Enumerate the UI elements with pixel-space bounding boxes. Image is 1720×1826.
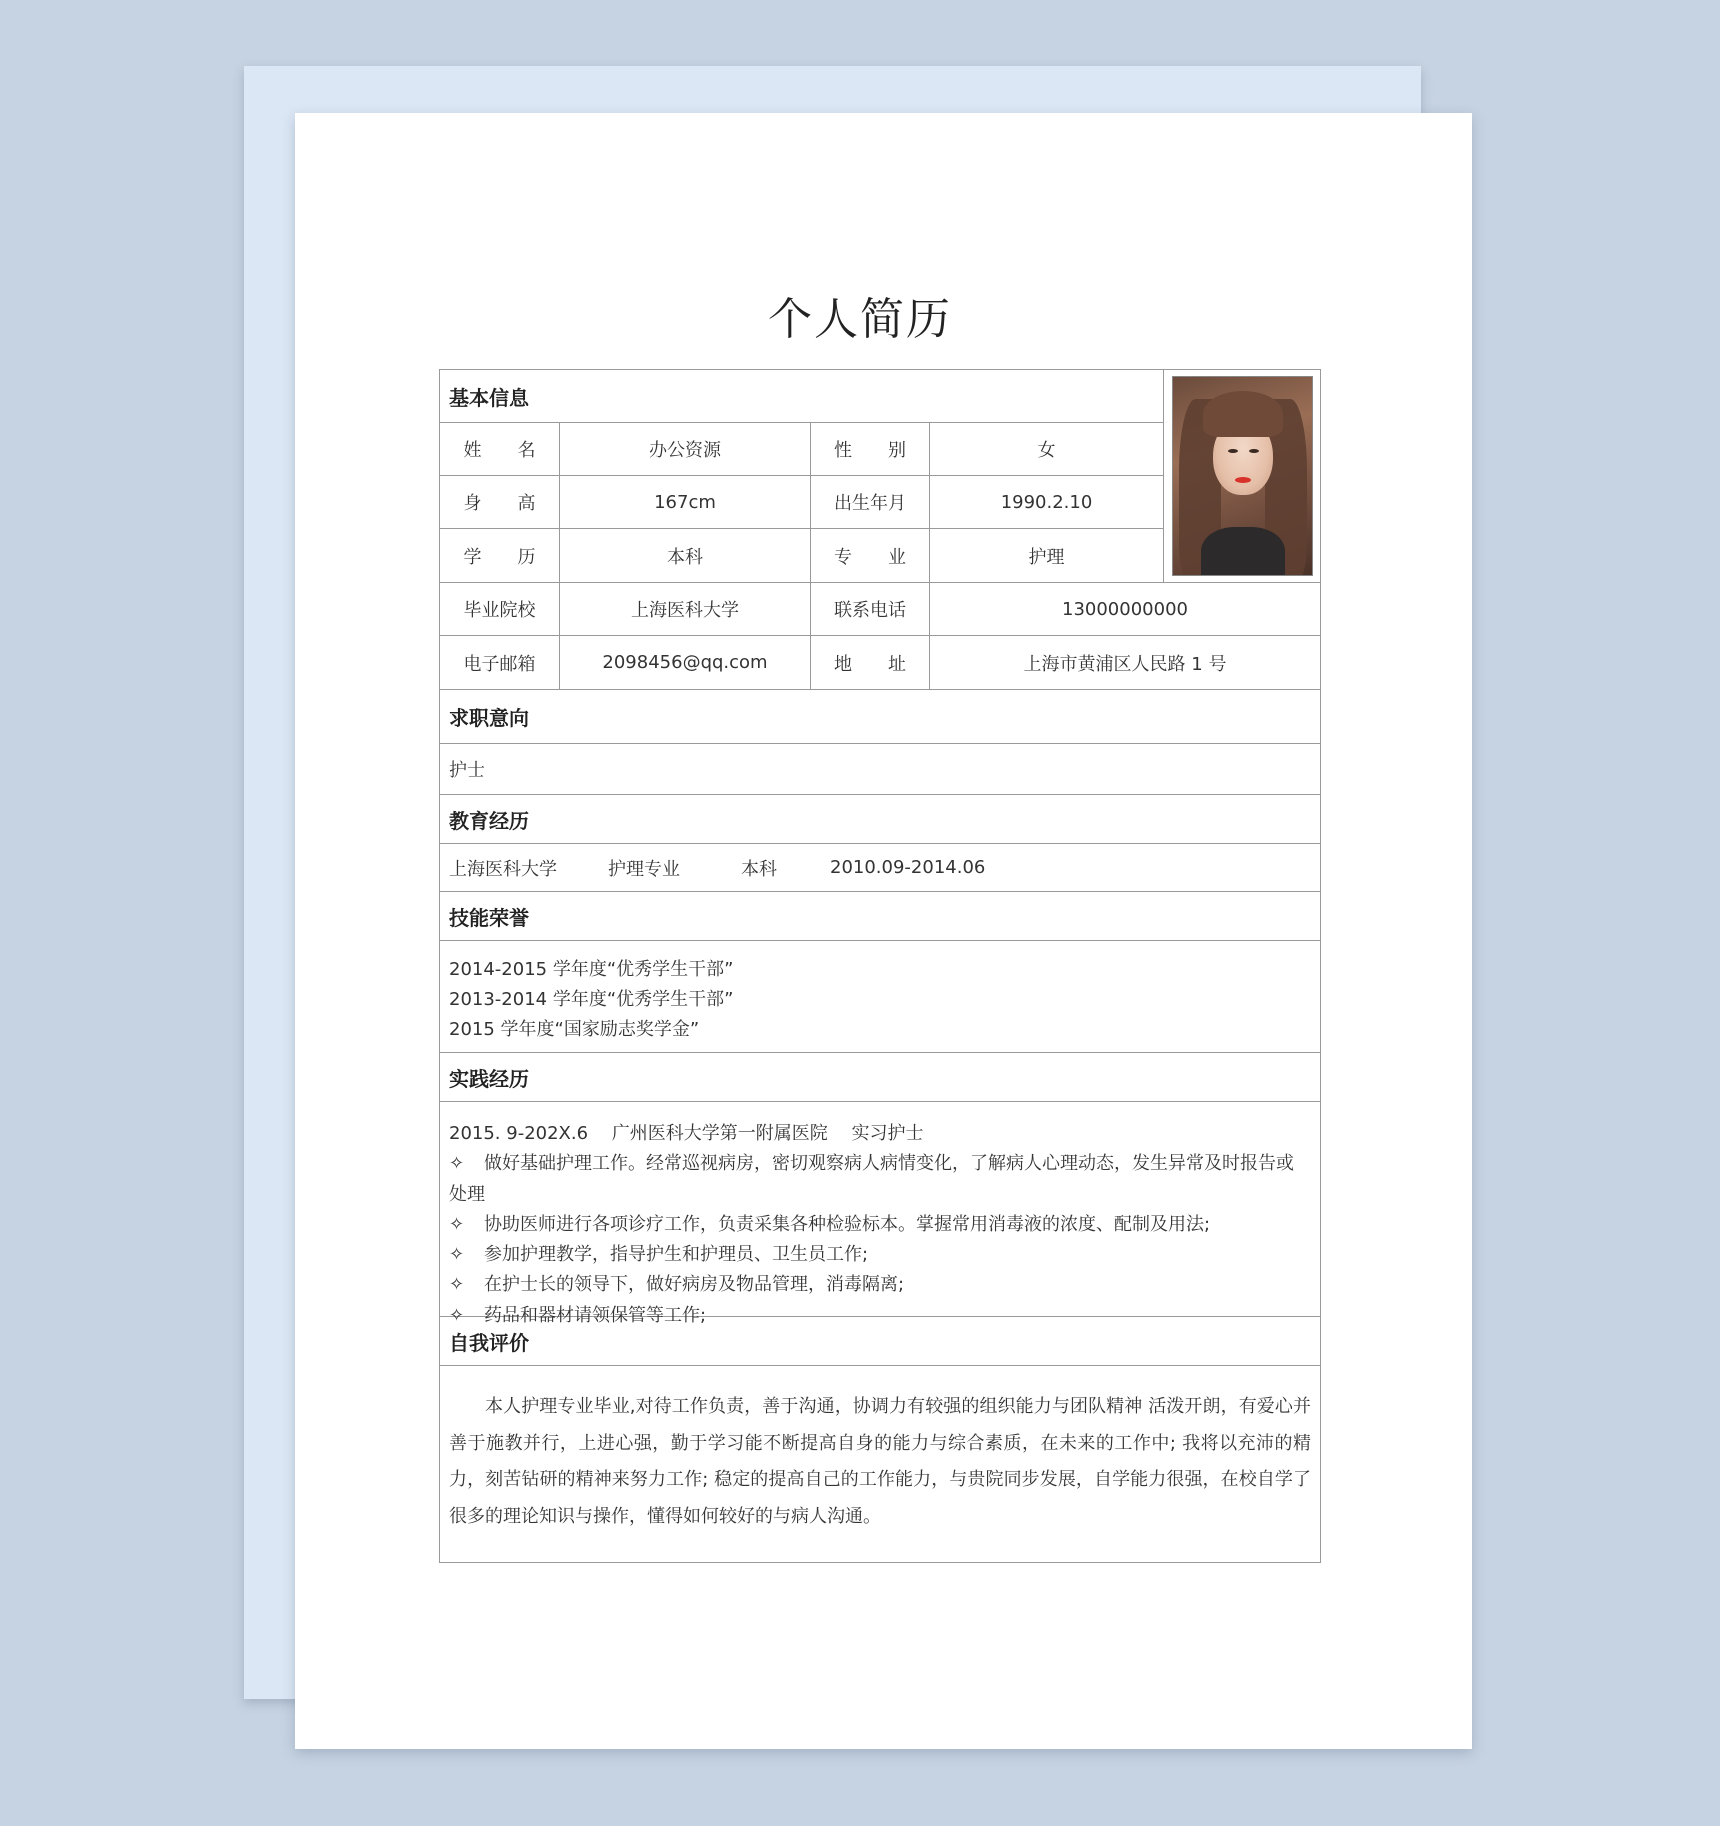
address-value: 上海市黄浦区人民路 1 号 <box>1023 653 1227 675</box>
name-value: 办公资源 <box>560 423 811 475</box>
diamond-bullet-icon: ✧ <box>449 1153 465 1175</box>
height-value: 167cm <box>560 476 811 528</box>
basic-info-block <box>440 370 1320 583</box>
skill-item: 2013-2014 学年度“优秀学生干部” <box>449 989 734 1010</box>
diamond-bullet-icon: ✧ <box>449 1213 465 1235</box>
section-basic-info: 基本信息 <box>440 370 1163 423</box>
practice-header: 2015. 9-202X.6 广州医科大学第一附属医院 实习护士 <box>449 1123 924 1144</box>
school-label: 毕业院校 <box>440 583 560 635</box>
row-school-phone <box>440 583 1320 636</box>
practice-item: ✧ 参加护理教学，指导护生和护理员、卫生员工作; <box>449 1240 1311 1270</box>
section-self-evaluation: 自我评价 <box>440 1317 1320 1366</box>
degree-label: 学 历 <box>440 529 560 582</box>
major-label: 专 业 <box>811 529 930 582</box>
gender-label: 性 别 <box>811 423 930 475</box>
diamond-bullet-icon: ✧ <box>449 1244 465 1266</box>
row-email-address <box>440 636 1320 690</box>
gender-value: 女 <box>1037 440 1056 461</box>
degree-value: 本科 <box>560 529 811 582</box>
page-title: 个人简历 <box>768 294 952 345</box>
education-major: 护理专业 <box>608 858 680 880</box>
education-period: 2010.09-2014.06 <box>830 857 986 878</box>
section-job-intent: 求职意向 <box>440 690 1320 744</box>
section-practice: 实践经历 <box>440 1053 1320 1102</box>
section-education: 教育经历 <box>440 795 1320 844</box>
job-intent-value: 护士 <box>440 744 1320 795</box>
diamond-bullet-icon: ✧ <box>449 1274 465 1296</box>
photo-cell <box>1164 370 1320 582</box>
school-value: 上海医科大学 <box>560 583 811 635</box>
phone-value: 13000000000 <box>1062 598 1188 620</box>
profile-photo <box>1172 376 1313 576</box>
skill-item: 2014-2015 学年度“优秀学生干部” <box>449 959 734 980</box>
practice-item: ✧ 在护士长的领导下，做好病房及物品管理，消毒隔离; <box>449 1270 1311 1300</box>
row-name-gender <box>440 423 1163 476</box>
row-degree-major <box>440 529 1163 582</box>
skill-item: 2015 学年度“国家励志奖学金” <box>449 1019 700 1040</box>
practice-item: ✧ 协助医师进行各项诊疗工作，负责采集各种检验标本。掌握常用消毒液的浓度、配制及用法; <box>449 1210 1311 1240</box>
practice-item: ✧ 做好基础护理工作。经常巡视病房，密切观察病人病情变化，了解病人心理动态，发生异常及时报告或处理 <box>449 1149 1311 1210</box>
diamond-bullet-icon: ✧ <box>449 1304 465 1326</box>
height-label: 身 高 <box>440 476 560 528</box>
birth-value: 1990.2.10 <box>1000 491 1093 513</box>
practice-item: ✧ 药品和器材请领保管等工作; <box>449 1301 1311 1331</box>
skills-list <box>440 941 1320 1053</box>
self-evaluation-text: 本人护理专业毕业,对待工作负责，善于沟通，协调力有较强的组织能力与团队精神 活泼开朗，有爱心并善于施教并行，上进心强，勤于学习能不断提高自身的能力与综合素质，在未来的工作中; 我将以充沛的精力，刻苦钻研的精神来努力工作; 稳定的提高自己的工作能力，与贵院同步发展，自学能力很强，在校自学了很多的理论知识与操作，懂得如何较好的与病人沟通。 <box>449 1396 1311 1527</box>
section-skills-honors: 技能荣誉 <box>440 892 1320 941</box>
address-label: 地 址 <box>811 636 930 689</box>
email-label: 电子邮箱 <box>440 636 560 689</box>
education-school: 上海医科大学 <box>449 858 557 880</box>
resume-table <box>439 369 1321 1563</box>
birth-label: 出生年月 <box>811 476 930 528</box>
major-value: 护理 <box>1028 546 1065 568</box>
phone-label: 联系电话 <box>811 583 930 635</box>
education-entry <box>440 844 1320 892</box>
name-label: 姓 名 <box>440 423 560 475</box>
practice-list <box>440 1102 1320 1326</box>
education-degree: 本科 <box>741 858 777 880</box>
row-height-birth <box>440 476 1163 529</box>
email-value: 2098456@qq.com <box>560 636 811 689</box>
basic-info-left <box>440 370 1164 582</box>
